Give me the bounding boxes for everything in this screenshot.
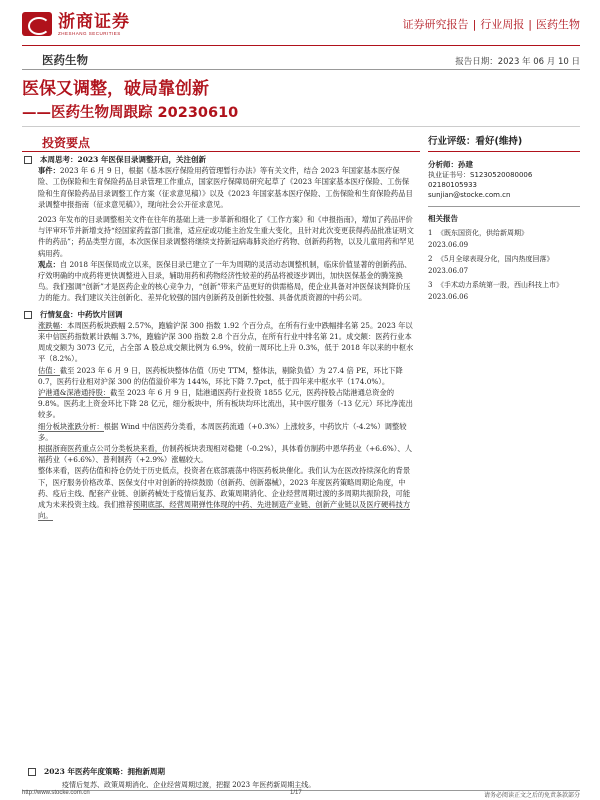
section-title: 投资要点 [42, 136, 91, 150]
company-logo [22, 12, 130, 36]
bullet-weekly-thought: 本周思考：2023 年医保目录调整开启，关注创新 [38, 154, 414, 165]
footer-page-number: 1/17 [290, 790, 302, 796]
crumb-report-type: 证券研究报告 [402, 18, 469, 31]
report-date [455, 55, 580, 67]
paragraph-connect: 沪港通&深港通持股：截至 2023 年 6 月 9 日，陆港通医药行业投资 1855 亿元，医药持股占陆港通总资金的 9.8%。医药北上资金环比下降 28 亿元，细分板块中，所有板块均环比流出，其中医疗服务（-13 亿元）环比净流出较多。 [38, 388, 413, 420]
related-report[interactable]: 3 《手术动力系统第一股，西山科技上市》 2023.06.06 [428, 281, 563, 301]
related-report[interactable]: 2 《5月全球表现分化，国内热度回落》 2023.06.07 [428, 255, 554, 275]
related-reports-list [428, 227, 580, 303]
paragraph-valuation: 估值：截至 2023 年 6 月 9 日，医药板块整体估值（历史 TTM，整体法，剔除负值）为 27.4 倍 PE，环比下降 0.7，医药行业相对沪深 300 的估值溢价率为 144%，环比下降 7.7pct，低于四年来中枢水平（174.0%）。 [38, 365, 403, 386]
license-number: 执业证书号：S1230520080006 [428, 171, 533, 179]
related-report[interactable]: 1 《既东国资化，供给新周期》 2023.06.09 [428, 229, 528, 249]
company-name-en: ZHESHANG SECURITIES [58, 30, 121, 36]
title-divider [22, 126, 580, 127]
report-date-label: 报告日期： [455, 57, 498, 67]
bullet-square-icon [24, 311, 32, 319]
paragraph-key-companies: 根据浙商医药重点公司分类板块来看，仿制药板块表现相对稳健（-0.2%），具体看仿制药中恩华药业（+6.6%）、人福药业（+6.6%）、普利制药（+2.9%）涨幅较大。 [38, 444, 413, 465]
sector-label: 医药生物 [42, 53, 88, 67]
sidebar [428, 133, 580, 305]
related-reports-title: 相关报告 [428, 214, 458, 223]
footer-url[interactable]: http://www.stocke.com.cn [22, 790, 90, 796]
paragraph-event: 事件：2023 年 6 月 9 日，根据《基本医疗保险用药管理暂行办法》等有关文件，结合 2023 年国家基本医疗保险、工伤保险和生育保险药品目录管理工作重点，国家医疗保障局研究起草了《2023 年国家基本医疗保险、工伤保险和生育保险药品目录调整工作方案（征求意见稿）》以及《2023 年国家基本医疗保险、工伤保险和生育保险药品目录调整申报指南（征求意见稿）》，现向社会公开征求意见。 [38, 166, 413, 209]
bullet-square-icon [24, 156, 32, 164]
paragraph-strategy: 疫情后复苏、政策周期消化、企业经营周期过渡，把握 2023 年医药新周期主线。 [62, 781, 316, 789]
paragraph-policy: 2023 年发布的目录调整相关文件在往年的基础上进一步革新和细化了《工作方案》和《申报指南》，增加了药品评价与评审环节并新增支持“经国家药监部门批准，适应症或功能主治发生重大变化，且针对此次变更获得药品批准证明文件的药品”；药品类型方面，本次医保目录调整将继续支持新冠病毒肺炎治疗药物、创新药药物，以及儿童用药和罕见病用药。 [38, 215, 414, 258]
crumb-period: 行业周报 [480, 18, 525, 31]
sector-divider [22, 69, 580, 70]
logo-icon [22, 12, 52, 36]
report-subtitle: ——医药生物周跟踪 20230610 [22, 105, 239, 121]
section-divider [22, 151, 420, 152]
analyst-email[interactable]: sunjian@stocke.com.cn [428, 191, 511, 199]
analyst-info: 分析师：孙建 执业证书号：S1230520080006 02180105933 sunjian@stocke.com.cn [428, 160, 580, 200]
paragraph-change: 涨跌幅：本周医药板块跌幅 2.57%，跑输沪深 300 指数 1.92 个百分点，在所有行业中跌幅排名第 25。2023 年以来中信医药指数累计跌幅 3.7%，跑输沪深 300 指数 2.8 个百分点，在所有行业中排名第 21。成交额：医药行业本周成交额为 3073 亿元，占全部 A 股总成交额比例为 6.9%，较前一周环比上升 0.3%，低于 2018 年以来的中枢水平（8.2%）。 [38, 320, 414, 364]
bullet-annual-strategy: 2023 年医药年度策略：拥抱新周期 [42, 766, 165, 777]
report-date-value: 2023 年 06 月 10 日 [497, 57, 580, 67]
footer-disclaimer: 请务必阅读正文之后的免责条款部分 [483, 793, 580, 799]
analyst-name: 孙建 [458, 160, 473, 169]
paragraph-view: 观点：自 2018 年医保局成立以来，医保目录已建立了一年为周期的灵活动态调整机制，临床价值显著的创新药品、疗效明确的中成药将更快调整进入目录，辅助用药和药物经济性较差的药品将被逐步调出，加快医保基金的腾笼换鸟。我们强调“创新”才是医药企业的核心竞争力，“创新”带来产品更好的供需格局，使企业具备对冲医保谈判降价压力的能力。我们建议关注创新化、差异化较强的国内创新药及创新性较强、具备优质资源的中药公司。 [38, 259, 412, 303]
paragraph-overall: 整体来看，医药估值和持仓仍处于历史低点，投资者在底部震荡中将医药板块催化。我们认为在医改持续深化的背景下，医疗服务价格改革、医保支付中对创新的持续鼓励（创新药、创新器械），2023 年度医药策略周期论角度，中药、疫后主线、配套产业链、创新药械处于疫情后复苏、政策周期消化、企业经营周期过渡的多周期共振阶段，可能成为未来投资主线。我们推荐预期底部、经营周期弹性体现的中药、先进制造产业链、创新产业链以及医疗硬科技方向。 [38, 466, 411, 521]
bullet-market-review: 行情复盘：中药饮片回调 [38, 309, 414, 320]
bullet-square-icon [28, 768, 36, 776]
crumb-sector: 医药生物 [536, 18, 580, 31]
header-divider [22, 45, 580, 46]
analyst-phone: 02180105933 [428, 181, 477, 189]
company-name-cn: 浙商证券 [58, 11, 130, 32]
report-title: 医保又调整，破局靠创新 [22, 79, 209, 99]
paragraph-subsector: 细分板块涨跌分析：根据 Wind 中信医药分类看，本周医药流通（+0.3%）上涨较多，中药饮片（-4.2%）调整较多。 [38, 421, 407, 442]
industry-rating: 行业评级：看好(维持) [428, 133, 580, 152]
main-body [38, 153, 414, 522]
header-breadcrumb: 证券研究报告 | 行业周报 | 医药生物 [402, 18, 580, 31]
